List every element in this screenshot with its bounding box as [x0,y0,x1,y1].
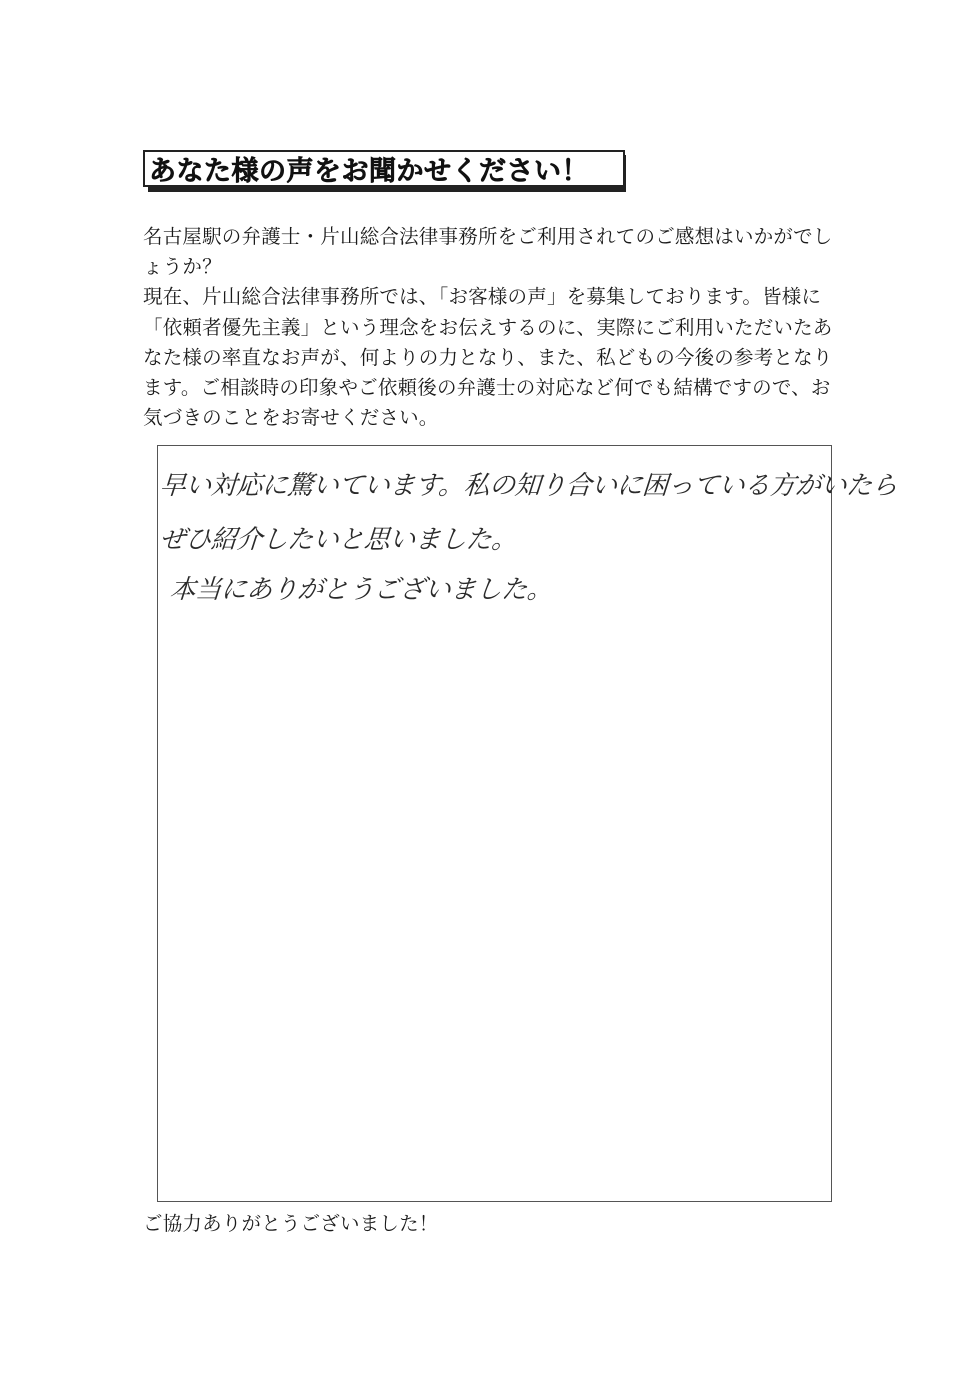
footer-thanks: ご協力ありがとうございました！ [143,1212,439,1235]
comment-box [157,445,832,1202]
comment-line-2: ぜひ紹介したいと思いました。 [158,525,518,555]
intro-paragraph-1: 名古屋駅の弁護士・片山総合法律事務所をご利用されてのご感想はいかがでしょうか？ [143,225,833,279]
comment-line-1: 早い対応に驚いています。私の知り合いに困っている方がいたら [158,471,899,501]
intro-paragraph-2: 現在、片山総合法律事務所では、「お客様の声」を募集しております。皆様に「依頼者優先主義」という理念をお伝えするのに、実際にご利用いただいたあなた様の率直なお声が、何よりの力となり、また、私どもの今後の参考となります。ご相談時の印象やご依頼後の弁護士の対応など何でも結構ですので、お気づきのことをお寄せください。 [143,285,833,430]
page-title: あなた様の声をお聞かせください！ [149,156,589,187]
comment-line-3: 本当にありがとうございました。 [168,575,554,605]
intro-text [143,222,843,433]
title-banner [143,150,621,187]
title-box [143,150,625,187]
